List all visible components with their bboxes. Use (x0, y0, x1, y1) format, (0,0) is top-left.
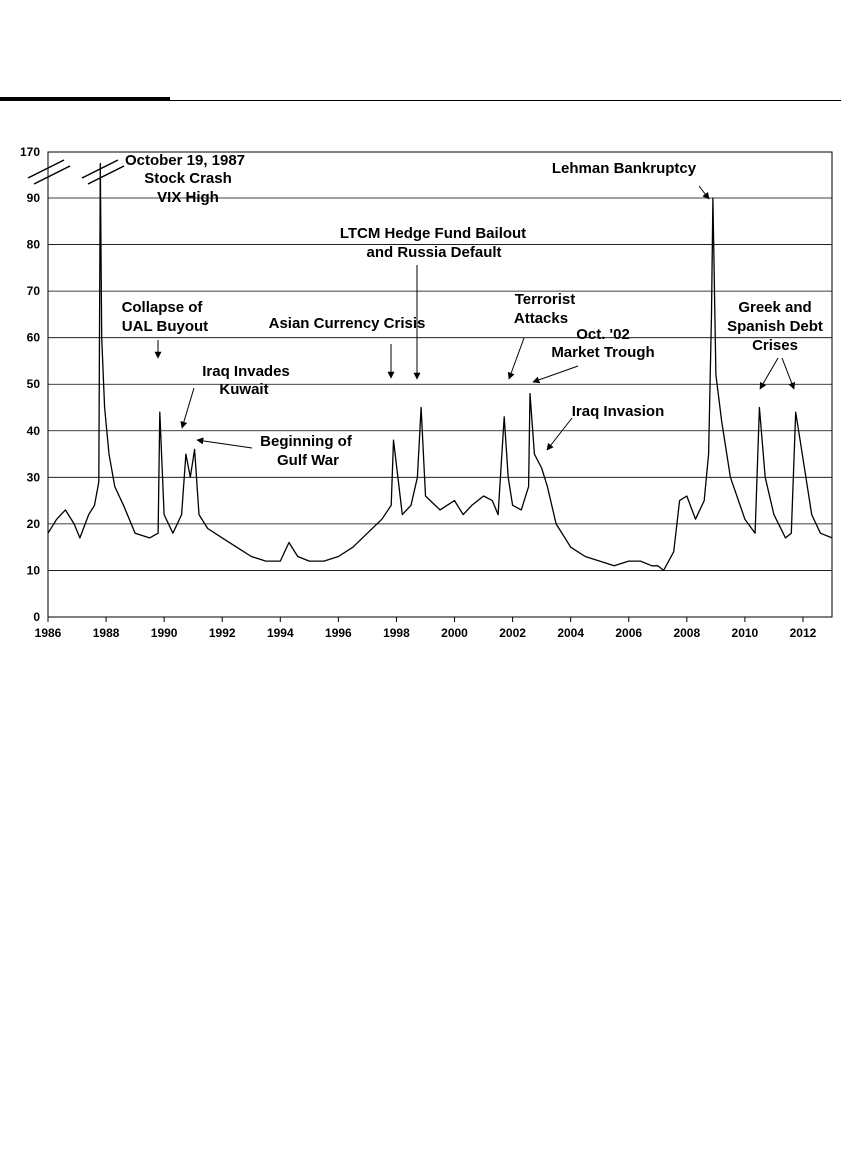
annotation-arrow (197, 440, 252, 448)
x-tick-label: 1994 (266, 626, 294, 640)
annotation-text: Beginning of (260, 433, 352, 450)
annotation-arrow (509, 338, 524, 379)
x-tick-label: 1986 (34, 626, 62, 640)
annotation-text: Oct. '02 (576, 326, 630, 343)
y-tick-label: 170 (19, 145, 40, 159)
axis-break-mark (28, 160, 64, 178)
x-tick-label: 2000 (441, 626, 468, 640)
annotation-text: October 19, 1987 (124, 152, 246, 169)
y-tick-label: 80 (26, 237, 40, 252)
annotations (122, 152, 823, 469)
vix-chart (0, 130, 841, 650)
annotation-arrow (699, 186, 709, 199)
annotation-text: Stock Crash (144, 170, 232, 187)
x-tick-label: 1996 (325, 626, 352, 640)
annotation-arrow (533, 366, 578, 382)
x-tick-label: 2008 (673, 626, 701, 640)
x-tick-label: 1992 (208, 626, 236, 640)
y-tick-label: 50 (26, 377, 40, 392)
annotation-text: Collapse of (121, 299, 203, 316)
y-tick-label: 90 (26, 191, 40, 205)
header-rule-thin (0, 100, 841, 101)
annotation-text: Terrorist (514, 291, 576, 308)
annotation-text: VIX High (157, 189, 219, 206)
y-tick-label: 60 (26, 330, 40, 345)
y-axis (20, 145, 40, 624)
x-tick-label: 2004 (557, 626, 585, 640)
y-tick-label: 70 (26, 284, 40, 299)
x-tick-label: 2010 (731, 626, 759, 640)
y-tick-label: 10 (26, 563, 40, 578)
x-tick-label: 1990 (150, 626, 178, 640)
annotation-text: Iraq Invasion (571, 403, 665, 420)
annotation-text: and Russia Default (366, 244, 502, 261)
annotation-text: LTCM Hedge Fund Bailout (339, 225, 527, 242)
annotation-text: Gulf War (277, 452, 339, 469)
y-tick-label: 20 (26, 516, 40, 531)
annotation-arrow (547, 418, 572, 450)
y-tick-label: 40 (26, 423, 40, 438)
annotation-text: Greek and (738, 299, 812, 316)
annotation-arrow (182, 388, 194, 428)
x-tick-label: 2006 (615, 626, 643, 640)
annotation-text: Iraq Invades (202, 363, 290, 380)
axis-break-mark (34, 166, 70, 184)
y-tick-label: 0 (33, 610, 40, 624)
annotation-text: Attacks (513, 310, 569, 327)
axis-break-mark (88, 166, 124, 184)
x-tick-label: 2002 (499, 626, 526, 640)
annotation-text: Crises (752, 337, 798, 354)
annotation-text: Lehman Bankruptcy (551, 160, 697, 177)
annotation-text: Kuwait (219, 381, 269, 398)
annotation-text: UAL Buyout (121, 318, 209, 335)
x-axis (35, 617, 817, 640)
axis-break (28, 160, 124, 184)
annotation-text: Asian Currency Crisis (268, 315, 426, 332)
annotation-text: Market Trough (551, 344, 655, 361)
x-tick-label: 1988 (92, 626, 120, 640)
annotation-text: Spanish Debt (727, 318, 823, 335)
y-tick-label: 30 (26, 470, 40, 485)
x-tick-label: 1998 (383, 626, 410, 640)
x-tick-label: 2012 (789, 626, 817, 640)
